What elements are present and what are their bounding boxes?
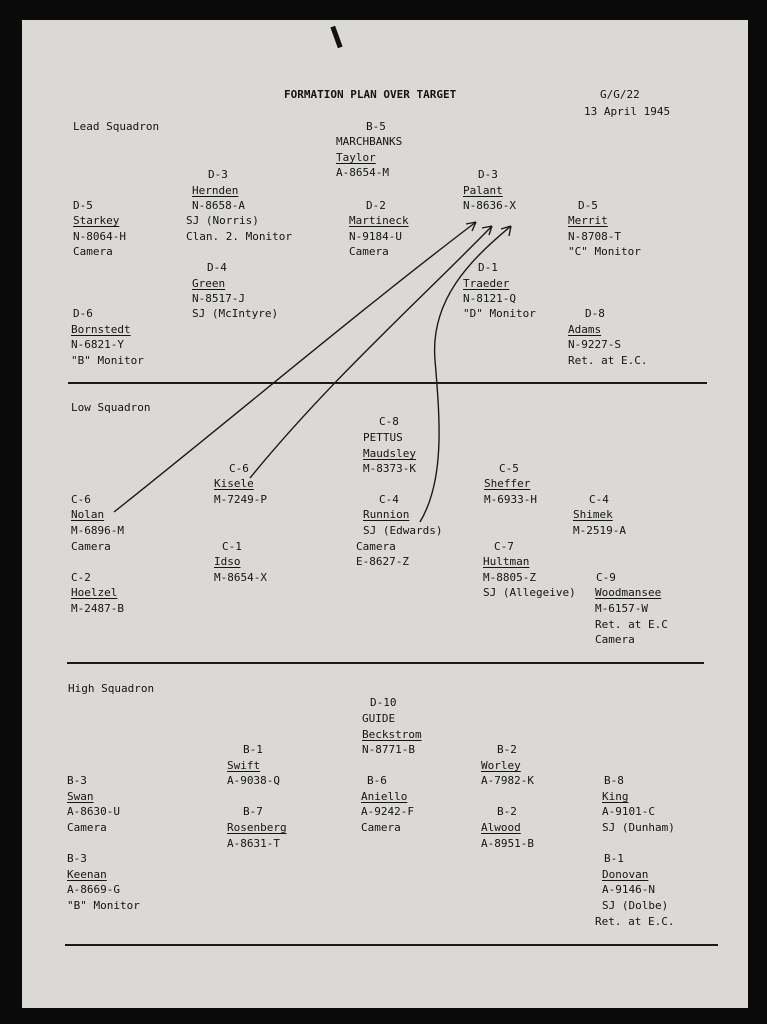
crew-name: Starkey <box>73 214 120 227</box>
aircraft-serial: M-2519-A <box>573 524 626 537</box>
aircraft-serial: A-9101-C <box>602 805 655 818</box>
crew-note: "D" Monitor <box>463 307 536 320</box>
aircraft-serial: M-6157-W <box>595 602 648 615</box>
section-label-lead: Lead Squadron <box>73 120 160 133</box>
crew-name: Hoelzel <box>71 586 118 599</box>
crew-name: Keenan <box>67 868 107 881</box>
aircraft-serial: A-8669-G <box>67 883 120 896</box>
role-label: MARCHBANKS <box>336 135 403 148</box>
aircraft-serial: A-7982-K <box>481 774 534 787</box>
crew-name: Runnion <box>363 508 410 521</box>
crew-name: Green <box>192 277 226 290</box>
crew-note: Clan. 2. Monitor <box>186 230 292 243</box>
crew-name: Sheffer <box>484 477 531 490</box>
crew-name: Idso <box>214 555 241 568</box>
pos-label: C-6 <box>229 462 249 475</box>
aircraft-serial: N-8517-J <box>192 292 245 305</box>
pos-label: D-4 <box>207 261 227 274</box>
section-divider <box>68 382 707 384</box>
crew-name: King <box>602 790 629 803</box>
crew-name: Aniello <box>361 790 408 803</box>
aircraft-serial: A-8630-U <box>67 805 120 818</box>
crew-note: Ret. at E.C. <box>595 915 675 928</box>
pos-label: C-4 <box>379 493 399 506</box>
crew-name: Palant <box>463 184 503 197</box>
document-reference: G/G/22 <box>600 88 640 101</box>
aircraft-serial: M-6933-H <box>484 493 537 506</box>
pos-label: B-8 <box>604 774 624 787</box>
crew-name: Swift <box>227 759 261 772</box>
aircraft-serial: M-7249-P <box>214 493 267 506</box>
pos-label: D-6 <box>73 307 93 320</box>
role-label: GUIDE <box>362 712 396 725</box>
pos-label: B-7 <box>243 805 263 818</box>
crew-note: "B" Monitor <box>67 899 140 912</box>
pos-label: C-7 <box>494 540 514 553</box>
pos-label: C-8 <box>379 415 399 428</box>
crew-note: "C" Monitor <box>568 245 641 258</box>
crew-note: Camera <box>361 821 401 834</box>
aircraft-serial: A-8951-B <box>481 837 534 850</box>
pos-label: D-8 <box>585 307 605 320</box>
aircraft-serial: M-8805-Z <box>483 571 536 584</box>
crew-note: Camera <box>67 821 107 834</box>
pos-label: D-10 <box>370 696 397 709</box>
crew-note: Ret. at E.C <box>595 618 668 631</box>
pos-label: D-2 <box>366 199 386 212</box>
crew-name: Maudsley <box>363 447 416 460</box>
pos-label: D-5 <box>73 199 93 212</box>
pos-label: B-1 <box>604 852 624 865</box>
aircraft-serial: N-8708-T <box>568 230 621 243</box>
crew-note: SJ (McIntyre) <box>192 307 279 320</box>
pos-label: C-9 <box>596 571 616 584</box>
section-label-high: High Squadron <box>68 682 155 695</box>
aircraft-serial: A-8654-M <box>336 166 389 179</box>
crew-note: Camera <box>349 245 389 258</box>
pos-label: D-3 <box>478 168 498 181</box>
aircraft-serial: A-9038-Q <box>227 774 280 787</box>
pos-label: D-3 <box>208 168 228 181</box>
pos-label: B-2 <box>497 743 517 756</box>
crew-note: Camera <box>71 540 111 553</box>
crew-name: Traeder <box>463 277 510 290</box>
crew-note: Camera <box>595 633 635 646</box>
aircraft-serial: A-9146-N <box>602 883 655 896</box>
crew-name: Woodmansee <box>595 586 662 599</box>
section-divider <box>65 944 718 946</box>
aircraft-serial: E-8627-Z <box>356 555 409 568</box>
aircraft-serial: N-8121-Q <box>463 292 516 305</box>
aircraft-serial: N-8658-A <box>192 199 245 212</box>
section-divider <box>67 662 704 664</box>
document-date: 13 April 1945 <box>584 105 671 118</box>
pos-label: C-6 <box>71 493 91 506</box>
pos-label: B-5 <box>366 120 386 133</box>
crew-note: Ret. at E.C. <box>568 354 648 367</box>
aircraft-serial: N-9227-S <box>568 338 621 351</box>
aircraft-serial: N-6821-Y <box>71 338 124 351</box>
crew-name: Bornstedt <box>71 323 131 336</box>
crew-name: Martineck <box>349 214 409 227</box>
aircraft-serial: N-8064-H <box>73 230 126 243</box>
crew-name: Alwood <box>481 821 521 834</box>
pos-label: B-3 <box>67 774 87 787</box>
crew-name: Nolan <box>71 508 105 521</box>
crew-name: Rosenberg <box>227 821 287 834</box>
aircraft-serial: M-6896-M <box>71 524 124 537</box>
pos-label: B-1 <box>243 743 263 756</box>
pos-label: B-3 <box>67 852 87 865</box>
crew-note: SJ (Edwards) <box>363 524 443 537</box>
crew-name: Worley <box>481 759 521 772</box>
crew-note: "B" Monitor <box>71 354 144 367</box>
pos-label: B-6 <box>367 774 387 787</box>
aircraft-serial: M-2487-B <box>71 602 124 615</box>
crew-name: Merrit <box>568 214 608 227</box>
aircraft-serial: A-9242-F <box>361 805 414 818</box>
crew-note: Camera <box>73 245 113 258</box>
crew-name: Donovan <box>602 868 649 881</box>
crew-note: SJ (Dolbe) <box>602 899 669 912</box>
crew-name: Adams <box>568 323 602 336</box>
document-title: FORMATION PLAN OVER TARGET <box>284 88 457 101</box>
crew-note: SJ (Allegeive) <box>483 586 576 599</box>
pos-label: C-2 <box>71 571 91 584</box>
aircraft-serial: N-9184-U <box>349 230 402 243</box>
aircraft-serial: M-8654-X <box>214 571 267 584</box>
pos-label: C-4 <box>589 493 609 506</box>
pos-label: D-1 <box>478 261 498 274</box>
crew-name: Shimek <box>573 508 613 521</box>
crew-name: Hultman <box>483 555 530 568</box>
pos-label: C-5 <box>499 462 519 475</box>
pos-label: B-2 <box>497 805 517 818</box>
crew-name: Swan <box>67 790 94 803</box>
crew-name: Beckstrom <box>362 728 422 741</box>
crew-name: Kisele <box>214 477 254 490</box>
section-label-low: Low Squadron <box>71 401 151 414</box>
pos-label: D-5 <box>578 199 598 212</box>
role-label: PETTUS <box>363 431 403 444</box>
crew-name: Taylor <box>336 151 376 164</box>
aircraft-serial: A-8631-T <box>227 837 280 850</box>
crew-note: SJ (Dunham) <box>602 821 675 834</box>
aircraft-serial: N-8771-B <box>362 743 415 756</box>
aircraft-serial: N-8636-X <box>463 199 516 212</box>
crew-note: Camera <box>356 540 396 553</box>
crew-name: Hernden <box>192 184 239 197</box>
crew-note: SJ (Norris) <box>186 214 259 227</box>
pos-label: C-1 <box>222 540 242 553</box>
aircraft-serial: M-8373-K <box>363 462 416 475</box>
